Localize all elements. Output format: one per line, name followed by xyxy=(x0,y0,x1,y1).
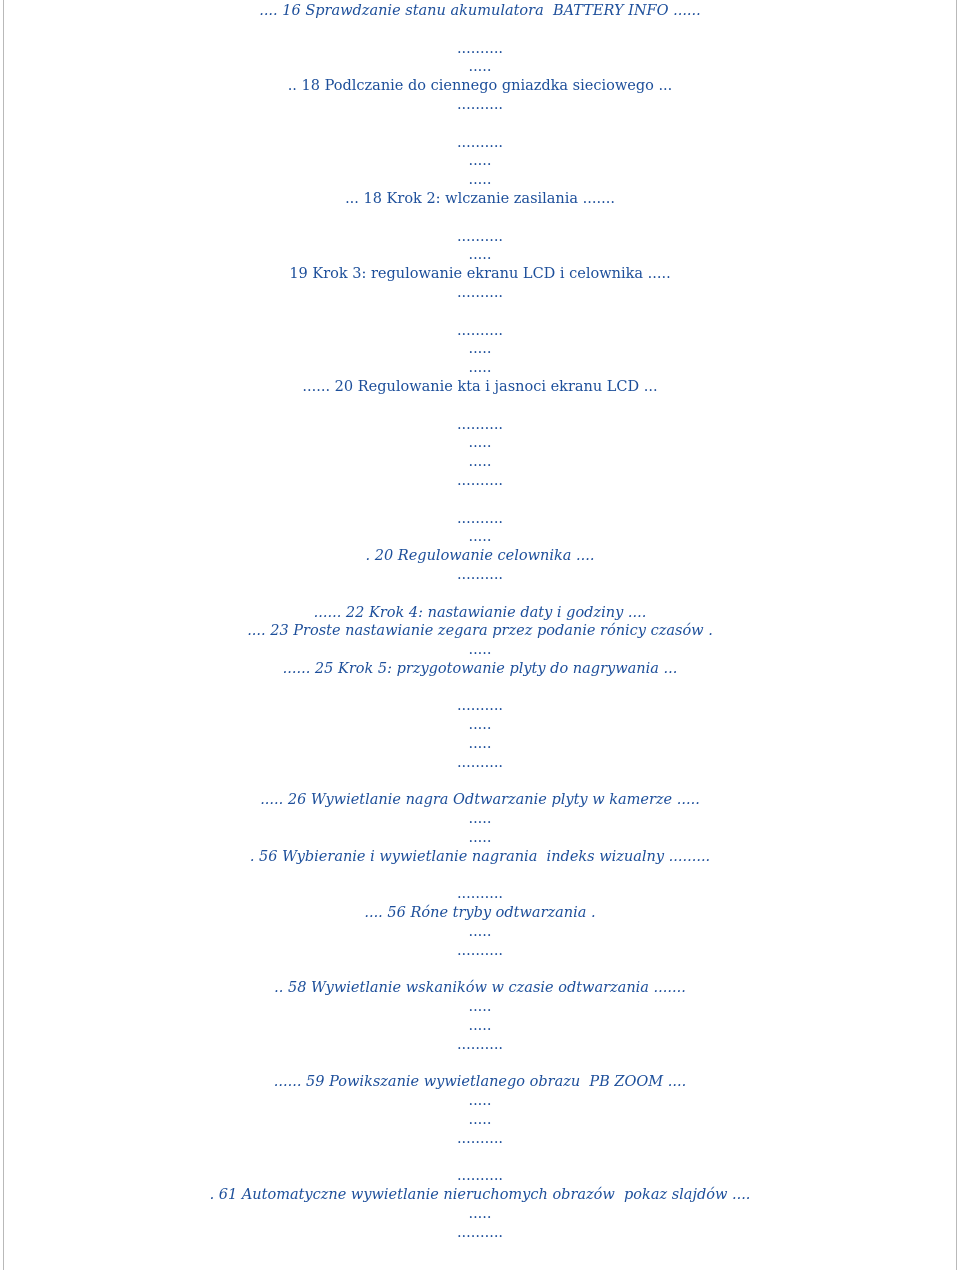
table-of-contents xyxy=(0,2,960,1243)
toc-spacer xyxy=(0,679,960,698)
toc-dot-leader: ..... xyxy=(468,529,492,546)
toc-dot-leader: .......... xyxy=(456,1130,504,1147)
toc-dot-leader: ..... xyxy=(468,924,492,941)
toc-entry[interactable]: ...... 59 Powikszanie wywietlanego obrazu PB ZOOM .... xyxy=(273,1074,687,1091)
toc-dot-leader: ..... xyxy=(468,1112,492,1129)
toc-entry[interactable]: . 61 Automatyczne wywietlanie nieruchomych obrazów pokaz slajdów .... xyxy=(209,1187,751,1204)
toc-entry[interactable]: ...... 20 Regulowanie kta i jasnoci ekranu LCD ... xyxy=(302,378,658,395)
toc-spacer xyxy=(0,209,960,228)
toc-entry[interactable]: 19 Krok 3: regulowanie ekranu LCD i celownika ..... xyxy=(289,266,671,283)
toc-dot-leader: .......... xyxy=(456,1168,504,1185)
toc-entry[interactable]: .. 18 Podlczanie do ciennego gniazdka sieciowego ... xyxy=(287,78,673,95)
toc-spacer xyxy=(0,491,960,510)
toc-entry[interactable]: .. 58 Wywietlanie wskaników w czasie odtwarzania ....... xyxy=(274,980,686,997)
toc-dot-leader: ..... xyxy=(468,736,492,753)
toc-spacer xyxy=(0,961,960,980)
toc-entry[interactable]: .... 16 Sprawdzanie stanu akumulatora BATTERY INFO ...... xyxy=(259,3,701,19)
toc-dot-leader: ..... xyxy=(468,172,492,189)
toc-dot-leader: ..... xyxy=(468,999,492,1016)
toc-spacer xyxy=(0,397,960,416)
toc-dot-leader: ..... xyxy=(468,1093,492,1110)
toc-dot-leader: ..... xyxy=(468,1206,492,1222)
toc-entry[interactable]: ...... 22 Krok 4: nastawianie daty i godziny .... xyxy=(313,604,647,621)
toc-entry[interactable]: .... 56 Róne tryby odtwarzania . xyxy=(364,905,596,922)
toc-dot-leader: ..... xyxy=(468,830,492,847)
toc-dot-leader: .......... xyxy=(456,472,504,489)
toc-dot-leader: .......... xyxy=(456,510,504,527)
toc-entry[interactable]: . 20 Regulowanie celownika .... xyxy=(365,548,595,565)
toc-spacer xyxy=(0,773,960,792)
toc-dot-leader: ..... xyxy=(468,153,492,170)
toc-spacer xyxy=(0,1055,960,1074)
toc-dot-leader: .......... xyxy=(456,1224,504,1241)
toc-dot-leader: .......... xyxy=(456,754,504,771)
toc-dot-leader: .......... xyxy=(456,322,504,339)
toc-entry[interactable]: .... 23 Proste nastawianie zegara przez podanie rónicy czasów . xyxy=(247,623,713,640)
toc-dot-leader: ..... xyxy=(468,59,492,76)
toc-spacer xyxy=(0,21,960,40)
toc-dot-leader: ..... xyxy=(468,717,492,734)
toc-spacer xyxy=(0,115,960,134)
toc-dot-leader: ..... xyxy=(468,1018,492,1035)
toc-dot-leader: ..... xyxy=(468,360,492,377)
toc-dot-leader: .......... xyxy=(456,40,504,57)
toc-dot-leader: ..... xyxy=(468,435,492,452)
toc-dot-leader: ..... xyxy=(468,247,492,264)
toc-dot-leader: .......... xyxy=(456,942,504,959)
toc-entry[interactable]: . 56 Wybieranie i wywietlanie nagrania indeks wizualny ......... xyxy=(249,848,711,865)
toc-entry[interactable]: ...... 25 Krok 5: przygotowanie plyty do nagrywania ... xyxy=(282,660,678,677)
toc-entry[interactable]: ..... 26 Wywietlanie nagra Odtwarzanie plyty w kamerze ..... xyxy=(260,792,700,809)
toc-dot-leader: .......... xyxy=(456,1036,504,1053)
toc-dot-leader: .......... xyxy=(456,416,504,433)
toc-dot-leader: ..... xyxy=(468,642,492,659)
toc-spacer xyxy=(0,867,960,886)
toc-dot-leader: .......... xyxy=(456,886,504,903)
toc-dot-leader: ..... xyxy=(468,811,492,828)
toc-dot-leader: .......... xyxy=(456,284,504,301)
toc-dot-leader: .......... xyxy=(456,698,504,715)
toc-dot-leader: .......... xyxy=(456,96,504,113)
toc-dot-leader: .......... xyxy=(456,566,504,583)
toc-spacer xyxy=(0,585,960,604)
toc-spacer xyxy=(0,303,960,322)
toc-dot-leader: .......... xyxy=(456,134,504,151)
toc-entry[interactable]: ... 18 Krok 2: wlczanie zasilania ....... xyxy=(345,190,615,207)
toc-dot-leader: ..... xyxy=(468,454,492,471)
toc-dot-leader: ..... xyxy=(468,341,492,358)
toc-dot-leader: .......... xyxy=(456,228,504,245)
toc-spacer xyxy=(0,1149,960,1168)
